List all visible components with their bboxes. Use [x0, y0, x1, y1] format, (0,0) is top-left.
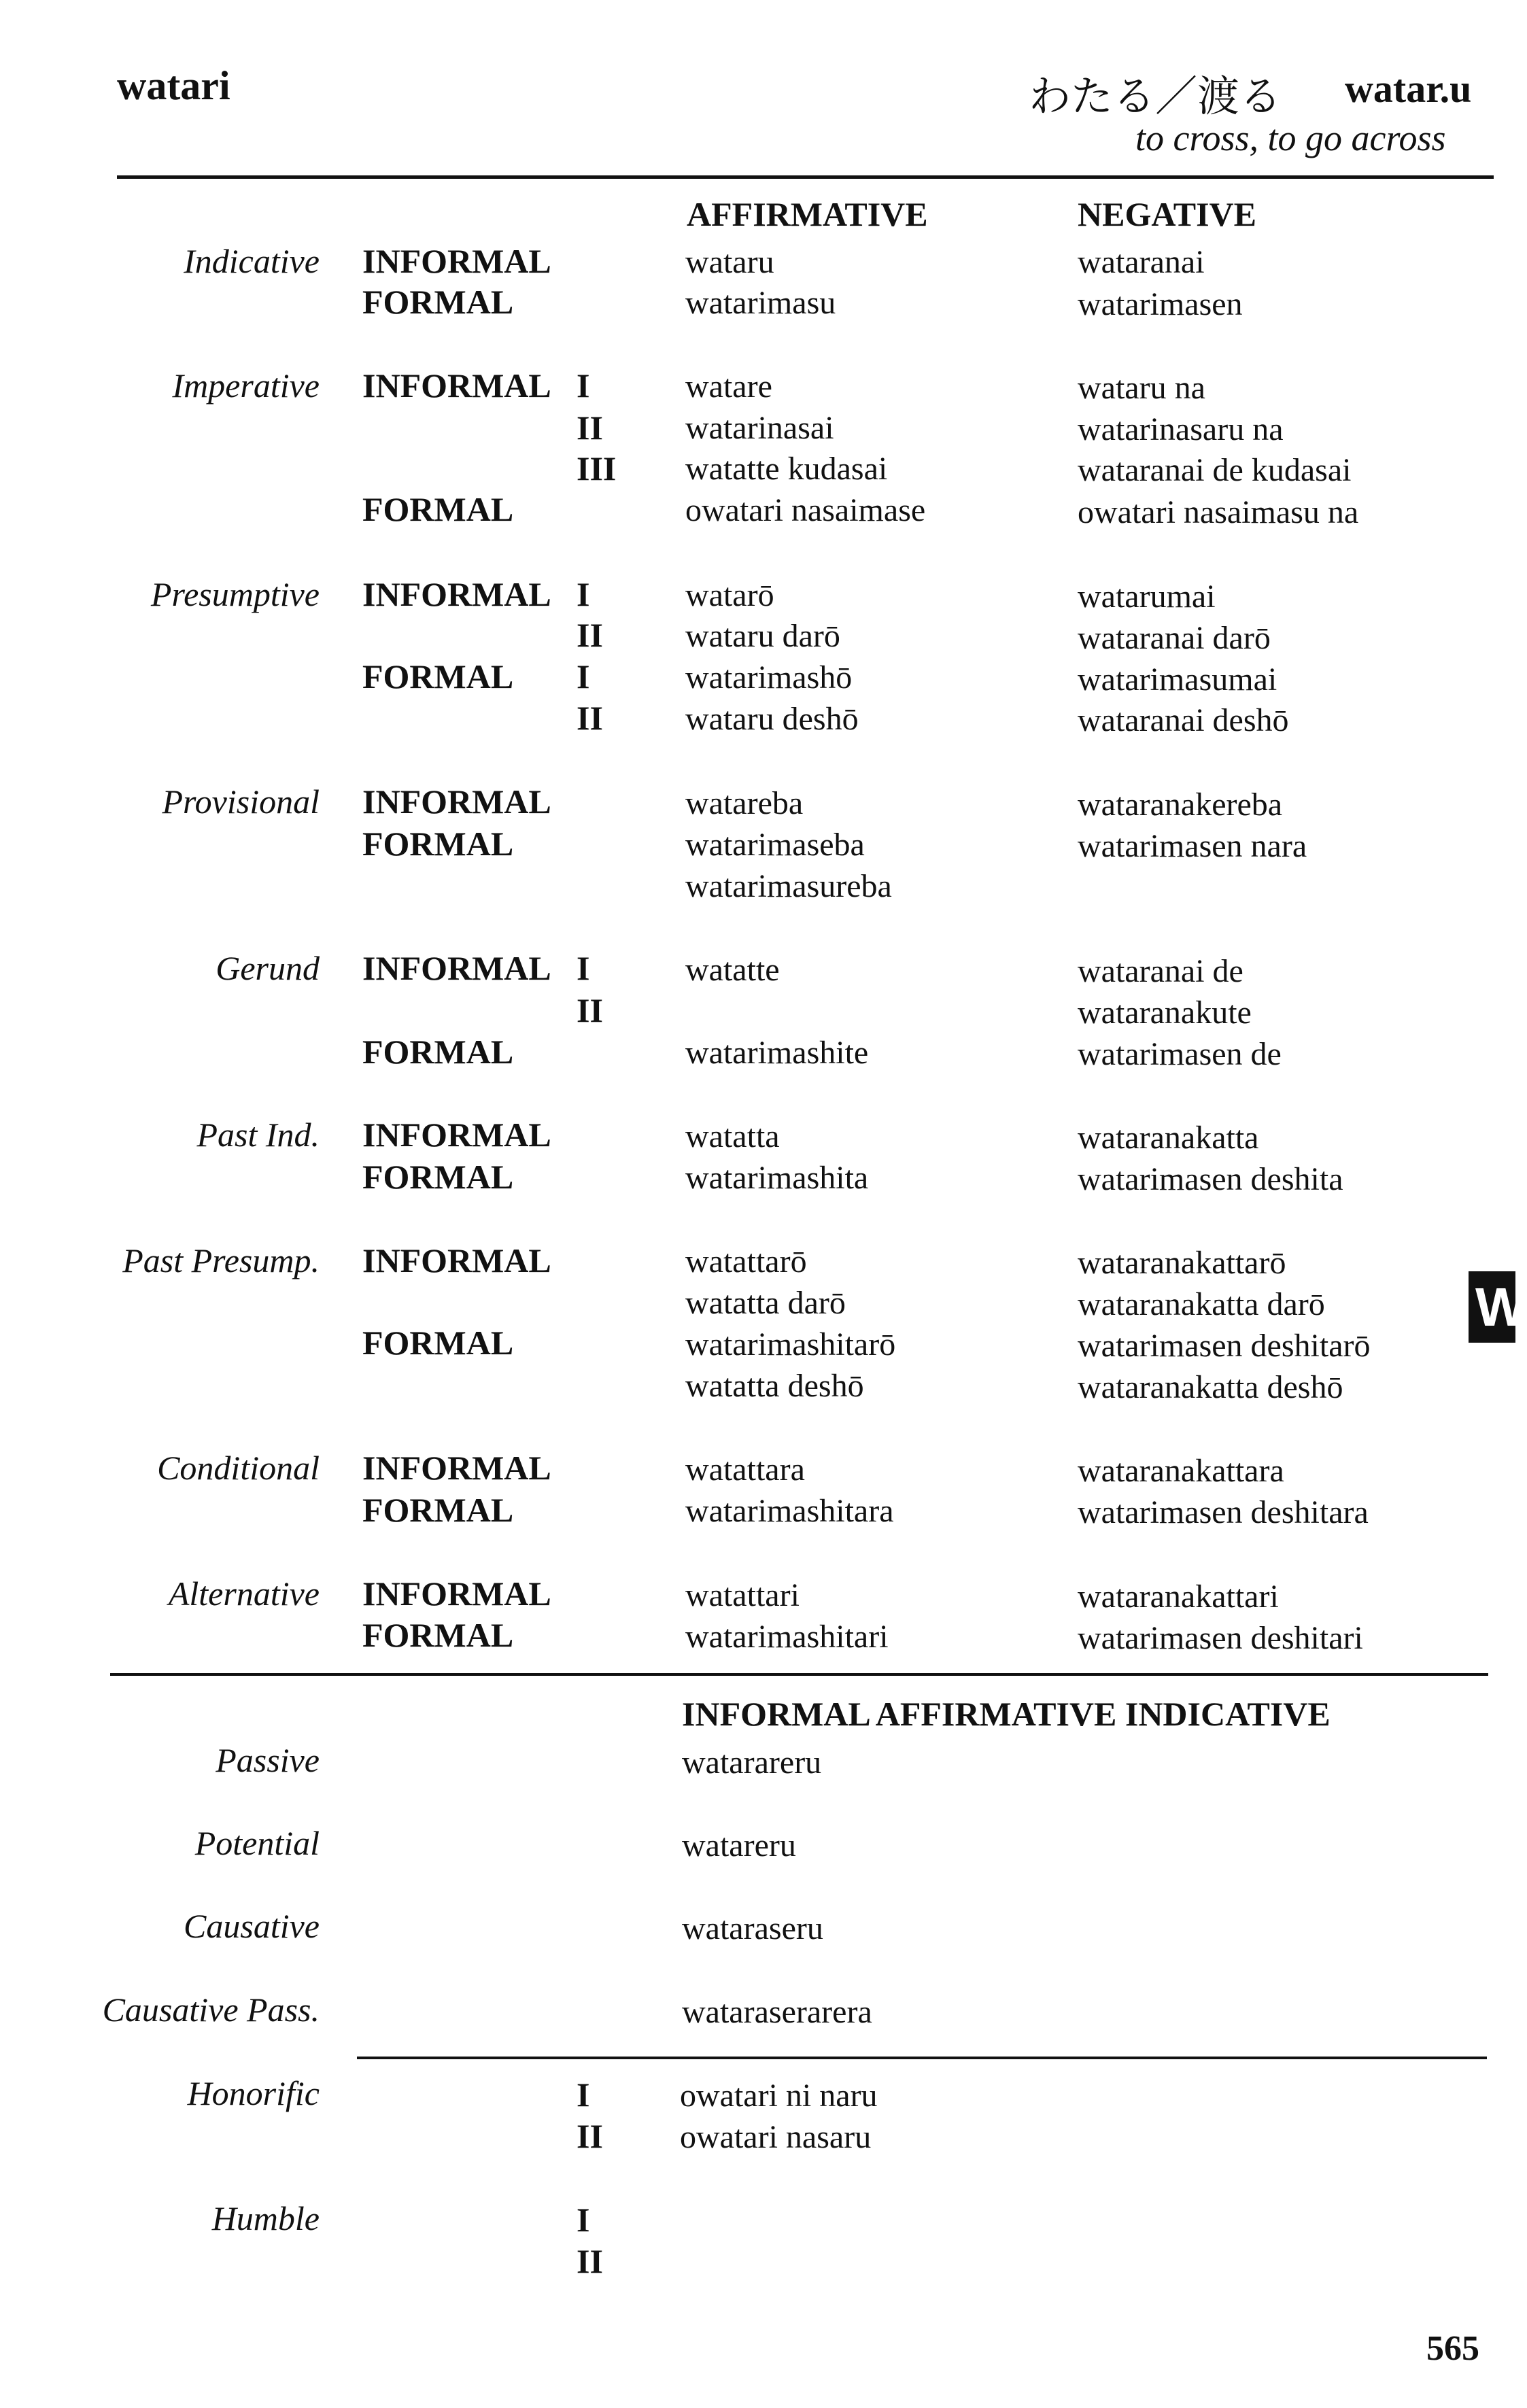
past-ind-formal-neg: watarimasen deshita — [1078, 1161, 1343, 1197]
past-presump-formal-neg: watarimasen deshitarō — [1078, 1328, 1371, 1364]
provisional-formal: FORMAL — [362, 825, 514, 863]
past-presump-formal-aff: watarimashitarō — [685, 1326, 896, 1362]
imperative-formal: FORMAL — [362, 490, 514, 528]
gerund-informal: INFORMAL — [362, 949, 551, 987]
imperative-n3: III — [577, 449, 617, 487]
indicative-informal-aff: wataru — [685, 244, 774, 280]
honorific-n1: I — [577, 2076, 590, 2114]
causative-value: wataraseru — [682, 1910, 823, 1946]
presumptive-i2-aff: wataru darō — [685, 618, 840, 654]
past-presump-informal-aff-2: watatta darō — [685, 1285, 846, 1321]
gerund-n1: I — [577, 949, 590, 987]
presumptive-i1-neg: watarumai — [1078, 579, 1216, 615]
imperative-label: Imperative — [172, 366, 320, 405]
alternative-informal-neg: wataranakattari — [1078, 1579, 1279, 1615]
past-presump-informal-neg: wataranakattarō — [1078, 1245, 1286, 1281]
indicative-formal-aff: watarimasu — [685, 285, 836, 321]
imperative-formal-neg: owatari nasaimasu na — [1078, 494, 1359, 530]
honorific-rule — [357, 2057, 1487, 2059]
gerund-formal: FORMAL — [362, 1033, 514, 1071]
headword-kana-kanji: わたる／渡る — [1029, 71, 1282, 121]
negative-heading: NEGATIVE — [1078, 195, 1257, 233]
imperative-i3-neg: wataranai de kudasai — [1078, 452, 1352, 488]
presumptive-n1: I — [577, 575, 590, 613]
causative-pass-value: wataraserarera — [682, 1994, 872, 2030]
provisional-informal-neg: wataranakereba — [1078, 787, 1283, 823]
past-ind-informal-aff: watatta — [685, 1118, 780, 1154]
alternative-informal: INFORMAL — [362, 1575, 551, 1613]
provisional-formal-aff-2: watarimasureba — [685, 868, 892, 904]
causative-pass-label: Causative Pass. — [102, 1991, 320, 2029]
past-ind-formal: FORMAL — [362, 1158, 514, 1196]
gerund-i1-aff: watatte — [685, 952, 780, 988]
past-presump-informal-aff: watattarō — [685, 1243, 807, 1279]
presumptive-i1-aff: watarō — [685, 577, 774, 613]
past-presump-label: Past Presump. — [122, 1241, 320, 1279]
honorific-v1: owatari ni naru — [680, 2078, 878, 2114]
indicative-formal: FORMAL — [362, 283, 514, 321]
honorific-v2: owatari nasaru — [680, 2119, 872, 2155]
honorific-label: Honorific — [187, 2074, 320, 2112]
derived-heading: INFORMAL AFFIRMATIVE INDICATIVE — [682, 1695, 1331, 1733]
alternative-formal: FORMAL — [362, 1616, 514, 1654]
alternative-informal-aff: watattari — [685, 1577, 800, 1613]
imperative-informal: INFORMAL — [362, 366, 551, 405]
provisional-informal: INFORMAL — [362, 782, 551, 821]
gerund-formal-aff: watarimashite — [685, 1035, 869, 1071]
imperative-i1-neg: wataru na — [1078, 370, 1205, 406]
conditional-formal-neg: watarimasen deshitara — [1078, 1494, 1369, 1530]
imperative-i1-aff: watare — [685, 368, 772, 405]
provisional-formal-aff: watarimaseba — [685, 827, 865, 863]
headword-meaning: to cross, to go across — [1135, 118, 1446, 158]
guide-word: watari — [117, 63, 230, 108]
past-ind-informal-neg: wataranakatta — [1078, 1120, 1259, 1156]
conditional-informal-neg: wataranakattara — [1078, 1453, 1284, 1489]
presumptive-n2: II — [577, 616, 603, 654]
conditional-label: Conditional — [157, 1449, 320, 1487]
page-number: 565 — [1426, 2329, 1479, 2368]
presumptive-i2-neg: wataranai darō — [1078, 620, 1271, 656]
humble-label: Humble — [211, 2199, 320, 2237]
side-tab-w: W — [1469, 1271, 1515, 1343]
imperative-i2-neg: watarinasaru na — [1078, 411, 1284, 447]
past-ind-informal: INFORMAL — [362, 1116, 551, 1154]
alternative-formal-aff: watarimashitari — [685, 1619, 889, 1655]
conditional-formal-aff: watarimashitara — [685, 1493, 894, 1529]
humble-n1: I — [577, 2201, 590, 2239]
presumptive-f1-neg: watarimasumai — [1078, 661, 1277, 698]
provisional-formal-neg: watarimasen nara — [1078, 828, 1307, 864]
gerund-i2-neg: wataranakute — [1078, 995, 1252, 1031]
presumptive-n3: I — [577, 657, 590, 695]
alternative-label: Alternative — [168, 1575, 320, 1613]
past-ind-label: Past Ind. — [196, 1116, 320, 1154]
gerund-formal-neg: watarimasen de — [1078, 1036, 1282, 1072]
header-rule — [117, 175, 1494, 179]
past-ind-formal-aff: watarimashita — [685, 1160, 869, 1196]
honorific-n2: II — [577, 2117, 603, 2155]
humble-n2: II — [577, 2242, 603, 2280]
headword-romaji: watar.u — [1345, 67, 1472, 111]
indicative-informal-neg: wataranai — [1078, 244, 1205, 280]
potential-value: watareru — [682, 1827, 796, 1863]
presumptive-label: Presumptive — [150, 575, 320, 613]
past-presump-formal-aff-2: watatta deshō — [685, 1368, 864, 1404]
conditional-formal: FORMAL — [362, 1491, 514, 1529]
presumptive-informal: INFORMAL — [362, 575, 551, 613]
imperative-formal-aff: owatari nasaimase — [685, 492, 926, 528]
past-presump-formal-neg-2: wataranakatta deshō — [1078, 1369, 1343, 1405]
provisional-label: Provisional — [162, 782, 320, 821]
presumptive-formal: FORMAL — [362, 657, 514, 695]
provisional-informal-aff: watareba — [685, 785, 804, 821]
gerund-n2: II — [577, 991, 603, 1029]
conditional-informal: INFORMAL — [362, 1449, 551, 1487]
indicative-formal-neg: watarimasen — [1078, 286, 1243, 322]
passive-value: watarareru — [682, 1744, 822, 1781]
imperative-n2: II — [577, 409, 603, 447]
gerund-label: Gerund — [216, 949, 320, 987]
presumptive-f1-aff: watarimashō — [685, 659, 853, 695]
presumptive-n4: II — [577, 699, 603, 737]
potential-label: Potential — [194, 1824, 320, 1862]
imperative-n1: I — [577, 366, 590, 405]
affirmative-heading: AFFIRMATIVE — [687, 195, 928, 233]
alternative-formal-neg: watarimasen deshitari — [1078, 1620, 1363, 1656]
imperative-i3-aff: watatte kudasai — [685, 451, 888, 487]
derived-forms-rule — [110, 1673, 1488, 1676]
presumptive-f2-neg: wataranai deshō — [1078, 702, 1289, 738]
imperative-i2-aff: watarinasai — [685, 410, 834, 446]
gerund-i1-neg: wataranai de — [1078, 953, 1243, 989]
conditional-informal-aff: watattara — [685, 1451, 805, 1487]
past-presump-formal: FORMAL — [362, 1324, 514, 1362]
presumptive-f2-aff: wataru deshō — [685, 701, 859, 737]
causative-label: Causative — [184, 1907, 320, 1945]
indicative-label: Indicative — [184, 242, 320, 280]
past-presump-informal: INFORMAL — [362, 1241, 551, 1279]
indicative-informal: INFORMAL — [362, 242, 551, 280]
past-presump-informal-neg-2: wataranakatta darō — [1078, 1286, 1325, 1322]
passive-label: Passive — [216, 1741, 320, 1779]
